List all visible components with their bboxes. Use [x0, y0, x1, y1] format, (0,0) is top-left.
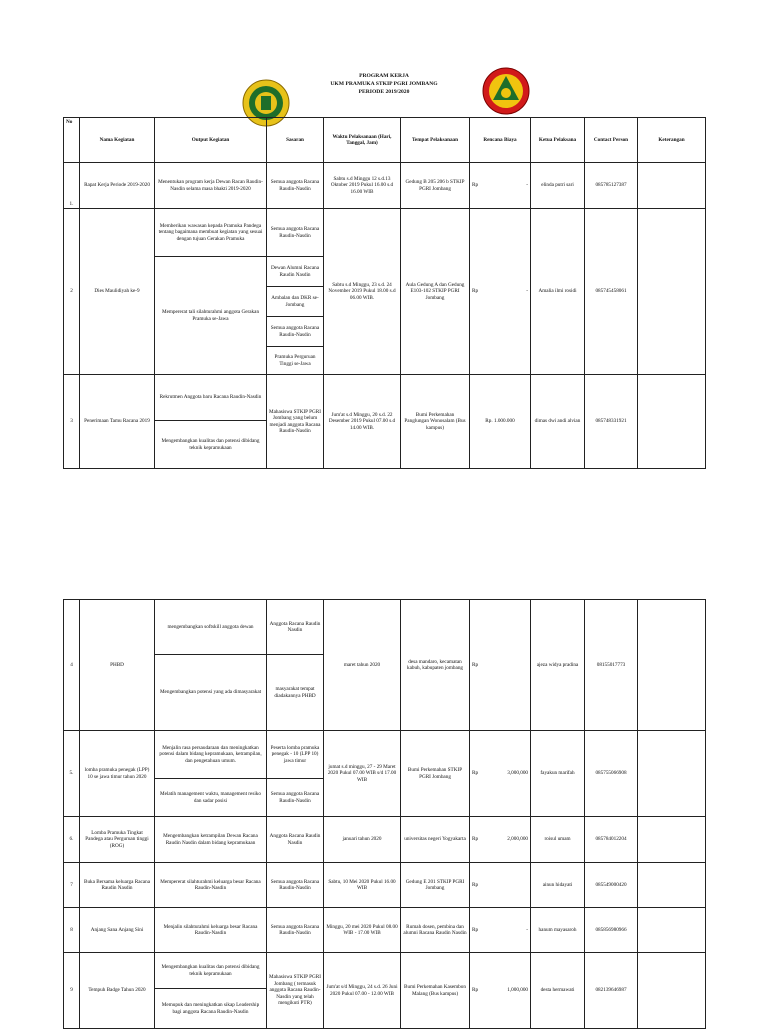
cell-biaya: [470, 163, 531, 209]
cell-sasaran: masyarakat tempat diadakannya PHBD: [267, 655, 324, 731]
cell-nama: Lomba Pramuka Tingkat Pandega atau Perguruan tinggi (ROG): [80, 817, 155, 863]
cell-biaya: [470, 209, 531, 375]
table-row: [64, 953, 706, 989]
biaya-value: 3,000,000: [507, 770, 528, 777]
cell-ketua: dimas dwi andi alvian: [531, 375, 585, 469]
rp-label: Rp: [472, 770, 479, 777]
cell-cp: 085755066908: [585, 731, 638, 817]
cell-cp: 085784012204: [585, 817, 638, 863]
cell-biaya: [470, 817, 531, 863]
cell-output: Mengembangkan potensi yang ada dimasyarakat: [155, 655, 267, 731]
cell-sasaran: Anggota Racana Raudin Nasdin: [267, 600, 324, 655]
cell-ketua: Amalia ilmi rosidi: [531, 209, 585, 375]
cell-cp: 08155017773: [585, 600, 638, 731]
table-row: [64, 600, 706, 655]
cell-sasaran: Semua anggota Racana Raudin-Nasdin: [267, 209, 324, 257]
cell-biaya: Rp. 1.000.000: [470, 375, 531, 469]
cell-biaya: [470, 953, 531, 1029]
cell-output: Mengembangkan ketrampilan Dewan Racana Raudin Nasdin dalam bidang kepramukaan: [155, 817, 267, 863]
cell-ketua: desta hermawati: [531, 953, 585, 1029]
cell-nama: Tempuh Badge Tahun 2020: [80, 953, 155, 1029]
cell-sasaran: Ambalan dan DKR se-Jombang: [267, 287, 324, 317]
cell-biaya: Rp: [470, 863, 531, 908]
biaya-value: 2,000,000: [507, 836, 528, 843]
cell-biaya: Rp: [470, 600, 531, 731]
cell-nama: lomba pramuka penegak (LPP) 10 se jawa timur tahun 2020: [80, 731, 155, 817]
cell-cp: 085748331921: [585, 375, 638, 469]
cell-biaya: [470, 731, 531, 817]
rp-label: Rp: [472, 288, 479, 295]
col-header-nama: Nama Kegiatan: [80, 118, 155, 163]
title-line-2: UKM PRAMUKA STKIP PGRI JOMBANG: [330, 81, 438, 87]
title-line-1: PROGRAM KERJA: [359, 73, 409, 79]
cell-nama: Dies Maulidiyah ke-9: [80, 209, 155, 375]
cell-sasaran: Semua anggota Racana Raudin-Nasdin: [267, 163, 324, 209]
cell-output: Mempererat silahturahmi keluarga besar Racana Raudin-Nasdin: [155, 863, 267, 908]
cell-cp: 085549000420: [585, 863, 638, 908]
biaya-value: -: [526, 182, 528, 189]
cell-tempat: Gedung E 201 STKIP PGRI Jombang: [401, 863, 470, 908]
table-row: [64, 817, 706, 863]
cell-waktu: Sabtu, 10 Mei 2020 Pukul 16.00 WIB: [324, 863, 401, 908]
cell-ketua: roisul umam: [531, 817, 585, 863]
cell-sasaran: Dewan Alumni Racana Raudin Nasdin: [267, 257, 324, 287]
cell-sasaran: Semua anggota Racana Raudin-Nasdin: [267, 317, 324, 347]
col-header-waktu: Waktu Pelaksanaan (Hari, Tanggal, Jam): [324, 118, 401, 163]
rp-label: Rp: [472, 182, 479, 189]
cell-keterangan: [638, 163, 706, 209]
cell-nama: Anjang Sana Anjang Sini: [80, 908, 155, 953]
cell-sasaran: Anggota Racana Raudin Nasdin: [267, 817, 324, 863]
col-header-keterangan: Keterangan: [638, 118, 706, 163]
cell-nama: Rapat Kerja Periode 2019-2020: [80, 163, 155, 209]
cell-output: Menentukan program kerja Dewan Racan Raudin-Nasdin selama masa bhakti 2019-2020: [155, 163, 267, 209]
cell-sasaran: Mahasiswa STKIP PGRI Jombang yang belum menjadi anggota Racana Raudin-Nasdin: [267, 375, 324, 469]
cell-waktu: Sabtu s.d Minggu, 23 s.d. 24 November 2019 Pukul 18.00 s.d 06.00 WIB.: [324, 209, 401, 375]
cell-waktu: jumat s.d minggu, 27 - 29 Maret 2020 Pukul 07.00 WIB s/d 17.00 WIB: [324, 731, 401, 817]
cell-no: 8: [64, 908, 80, 953]
cell-ketua: ainun hidayati: [531, 863, 585, 908]
table-row: [64, 908, 706, 953]
cell-output: Menjalin silahturahmi keluarga besar Racana Raudin-Nasdin: [155, 908, 267, 953]
cell-keterangan: [638, 817, 706, 863]
cell-output: Mengembangkan kualitas dan potensi dibidang teknik kepramukaan: [155, 953, 267, 989]
rp-label: Rp: [472, 836, 479, 843]
cell-output: Memberikan wawasan kepada Pramuka Pandega tentang bagaimana membuat kegiatan yang sesuai dengan tujuan Gerakan Pramuka: [155, 209, 267, 257]
col-header-ketua: Ketua Pelaksana: [531, 118, 585, 163]
rp-label: Rp: [472, 926, 479, 933]
cell-output: Mengembangkan kualitas dan potensi dibidang teknik kepramukaan: [155, 421, 267, 469]
cell-output: Memupuk dan meningkatkan sikap Leadership bagi anggota Racana Raudin-Nasdin: [155, 989, 267, 1029]
cell-waktu: Jum'at s/d Minggu, 24 s.d. 26 Juni 2020 Pukul 07.00 - 12.00 WIB: [324, 953, 401, 1029]
cell-output: Melatih management waktu, management resiko dan sadar posisi: [155, 779, 267, 817]
cell-keterangan: [638, 863, 706, 908]
cell-ketua: ajeza widya pradina: [531, 600, 585, 731]
cell-waktu: januari tahun 2020: [324, 817, 401, 863]
col-header-tempat: Tempat Pelaksanaan: [401, 118, 470, 163]
cell-keterangan: [638, 908, 706, 953]
cell-no: 5.: [64, 731, 80, 817]
col-header-cp: Contact Person: [585, 118, 638, 163]
cell-waktu: Minggu, 20 mei 2020 Pukul 08.00 WIB - 17.00 WIB: [324, 908, 401, 953]
cell-no: 9: [64, 953, 80, 1029]
cell-tempat: Rumah dosen, pembina dan alumni Racana Raudin Nasdin: [401, 908, 470, 953]
cell-ketua: elinda putri sari: [531, 163, 585, 209]
table-header-row: [64, 118, 706, 163]
table-row: [64, 731, 706, 779]
cell-waktu: Sabtu s.d Minggu 12 s.d.13 Oktober 2019 Pukul 16.00 s.d 16.00 WIB: [324, 163, 401, 209]
program-table-part-1: [63, 117, 706, 469]
biaya-value: 1,000,000: [507, 987, 528, 994]
col-header-sasaran: Sasaran: [267, 118, 324, 163]
cell-cp: 085785127387: [585, 163, 638, 209]
cell-no: 3: [64, 375, 80, 469]
cell-no: 1.: [64, 163, 80, 209]
cell-cp: 085856980966: [585, 908, 638, 953]
cell-tempat: universitas negeri Yogyakarta: [401, 817, 470, 863]
cell-tempat: Bumi Perkemahan Kasembon Malang (Bus kampus): [401, 953, 470, 1029]
cell-nama: Buka Bersama keluarga Racana Raudin Nasdin: [80, 863, 155, 908]
table-row: [64, 863, 706, 908]
rp-label: Rp: [472, 987, 479, 994]
cell-nama: Penerimaan Tamu Racana 2019: [80, 375, 155, 469]
cell-keterangan: [638, 953, 706, 1029]
cell-tempat: Bumi Perkemahan STKIP PGRI Jombang: [401, 731, 470, 817]
title-line-3: PERIODE 2019/2020: [358, 89, 410, 95]
document-title: [0, 72, 768, 96]
cell-keterangan: [638, 209, 706, 375]
col-header-biaya: Rencana Biaya: [470, 118, 531, 163]
col-header-no: No: [64, 118, 80, 163]
col-header-output: Output Kegiatan: [155, 118, 267, 163]
biaya-value: -: [526, 926, 528, 933]
cell-sasaran: Semua anggota Racana Raudin-Nasdin: [267, 908, 324, 953]
cell-no: 7: [64, 863, 80, 908]
cell-nama: PHBD: [80, 600, 155, 731]
table-row: [64, 209, 706, 257]
cell-sasaran: Peserta lomba pramuka penegak - 10 (LPP 10) jawa timur: [267, 731, 324, 779]
biaya-value: -: [526, 288, 528, 295]
cell-no: 2: [64, 209, 80, 375]
cell-sasaran: Pramuka Perguruan Tinggi se-Jawa: [267, 347, 324, 375]
cell-keterangan: [638, 600, 706, 731]
cell-no: 4: [64, 600, 80, 731]
cell-waktu: maret tahun 2020: [324, 600, 401, 731]
table-row: [64, 163, 706, 209]
cell-ketua: hanum mayasaroh: [531, 908, 585, 953]
cell-tempat: desa mandaro, kecamatan kabuh, kabupaten jombang: [401, 600, 470, 731]
cell-keterangan: [638, 731, 706, 817]
cell-output: Mempererat tali silahturahmi anggota Gerakan Pramuka se-Jawa: [155, 257, 267, 375]
table-row: [64, 375, 706, 421]
cell-tempat: Gedung B 205 206 b STKIP PGRI Jombang: [401, 163, 470, 209]
cell-output: mengembangkan softskill anggota dewan: [155, 600, 267, 655]
cell-no: 6.: [64, 817, 80, 863]
cell-sasaran: Semua anggota Racana Raudin-Nasdin: [267, 863, 324, 908]
cell-ketua: fayakun marifah: [531, 731, 585, 817]
cell-tempat: Aula Gedung A dan Gedung E103-102 STKIP PGRI Jombang: [401, 209, 470, 375]
cell-waktu: Jum'at s.d Minggu, 20 s.d. 22 Desember 2019 Pukul 07.00 s.d 14.00 WIB.: [324, 375, 401, 469]
cell-output: Rekrutmen Anggota baru Racana Raudin-Nasdin: [155, 375, 267, 421]
cell-cp: 085745458061: [585, 209, 638, 375]
cell-cp: 082139646987: [585, 953, 638, 1029]
program-table-part-2: [63, 599, 706, 1029]
cell-sasaran: Semua anggota Racana Raudin-Nasdin: [267, 779, 324, 817]
cell-sasaran: Mahasiswa STKIP PGRI Jombang ( termasuk anggota Racana Raudin-Nasdin yang telah mengikuti PTR): [267, 953, 324, 1029]
cell-keterangan: [638, 375, 706, 469]
cell-biaya: [470, 908, 531, 953]
cell-output: Menjalin rasa persaudaraan dan meningkatkan potensi dalam bidang kepramukaan, ketrampilan, dan pengetahuan umum.: [155, 731, 267, 779]
cell-tempat: Bumi Perkemahan Panglungan Wonosalam (Bus kampus): [401, 375, 470, 469]
